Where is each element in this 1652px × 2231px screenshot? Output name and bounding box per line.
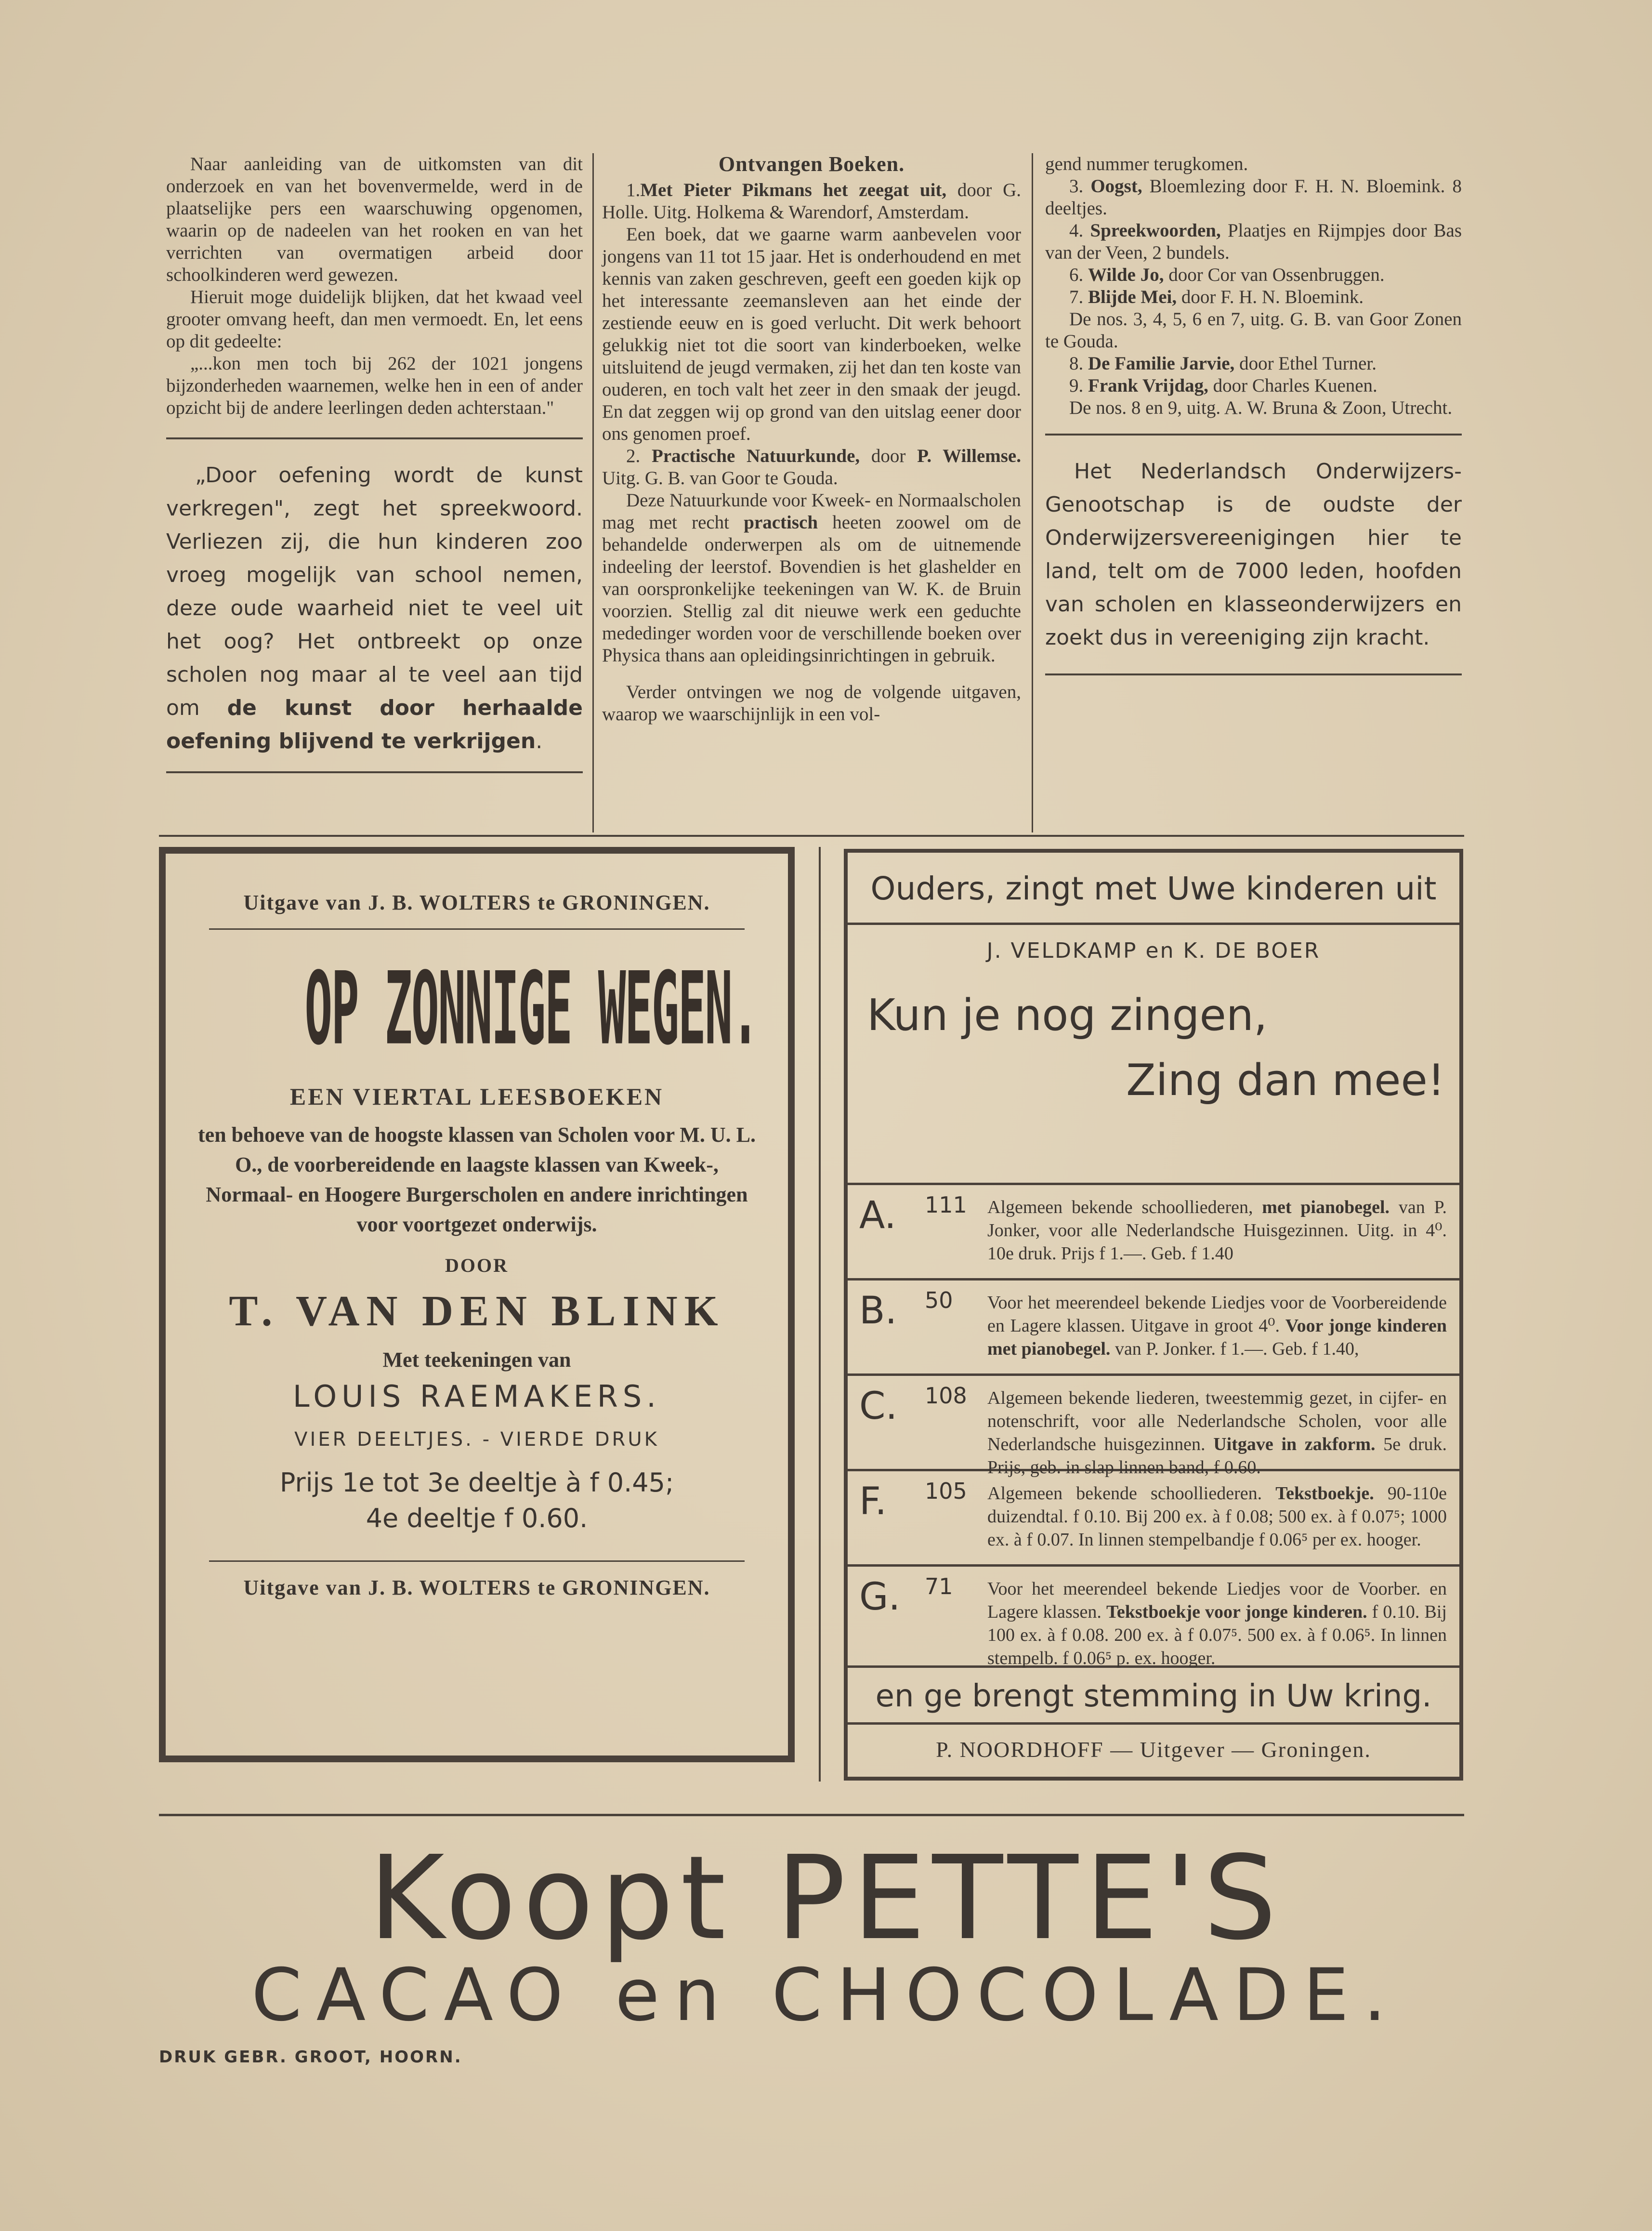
pettes-headline: Koopt PETTE'S	[368, 1831, 1284, 1966]
col1-paragraph-2: Hieruit moge duidelijk blijken, dat het kwaad veel grooter omvang heeft, dan men vermoedt. En, let eens op dit gedeelte:	[166, 287, 583, 352]
book-item-2: 2. Practische Natuurkunde, door P. Willemse. Uitg. G. B. van Goor te Gouda.	[602, 446, 1021, 488]
edition-row	[848, 1567, 1459, 1668]
col3-divider-1	[1045, 434, 1462, 436]
edition-letter: A.	[859, 1194, 896, 1237]
songbook-headline: Ouders, zingt met Uwe kinderen uit	[848, 853, 1459, 925]
book-description: ten behoeve van de hoogste klassen van Scholen voor M. U. L. O., de voorbereidende en laagste klassen van Kweek-, Normaal- en Hoogere Burgerscholen en andere inrichtingen voor voortgezet onderwijs.	[198, 1123, 756, 1236]
songbook-authors: J. VELDKAMP en K. DE BOER	[986, 938, 1321, 963]
bottom-ad-rule	[159, 1814, 1464, 1816]
wolters-sep-2	[209, 1560, 745, 1562]
edition-number: 108	[925, 1383, 967, 1409]
edition-row	[848, 1185, 1459, 1281]
edition-description: Algemeen bekende schoolliederen. Tekstboekje. 90-110e duizendtal. f 0.10. Bij 200 ex. à f 0.08; 500 ex. à f 0.07⁵; 1000 ex. à f 0.07. In linnen stempelbandje f 0.06⁵ per ex. hooger.	[987, 1483, 1447, 1550]
column-1	[166, 153, 583, 773]
book-review-2: Deze Natuurkunde voor Kweek- en Normaalscholen mag met recht practisch heeten zoowel om de behandelde onderwerpen als om de uitnemende indeeling der leerstof. Bovendien is het glashelder en van oorspronkelijke teekeningen van W. K. de Bruin voorzien. Stellig zal dit nieuwe werk een geduchte mededinger worden voor de verschillende boeken over Physica thans aan opleidingsinrichtingen in gebruik.	[602, 490, 1021, 666]
pettes-subheadline: CACAO en CHOCOLADE.	[251, 1954, 1401, 2037]
edition-row	[848, 1281, 1459, 1376]
book-item-6: 6. Wilde Jo, door Cor van Ossenbruggen.	[1069, 264, 1385, 285]
column-2	[602, 153, 1021, 726]
book-item-3: 3. Oogst, Bloemlezing door F. H. N. Bloemink. 8 deeltjes.	[1045, 176, 1462, 219]
songbook-title-block	[848, 925, 1459, 1185]
book-review-1: Een boek, dat we gaarne warm aanbevelen voor jongens van 11 tot 15 jaar. Het is onderhoudend en met kennis van zaken geschreven, geeft een goeden kijk op het interessante zeemansleven aan het einde der zestiende eeuw en is goed verlucht. Dit werk behoort gelukkig niet tot die soort van kinderboeken, welke uitsluitend de jeugd vermaken, zij het dan ten koste van ouderen, en toch valt het zeer in den smaak der jeugd. En dat zeggen wij op grond van den uitslag eener door ons genomen proef.	[602, 224, 1021, 444]
edition-number: 111	[925, 1192, 967, 1218]
publisher-note-2: De nos. 8 en 9, uitg. A. W. Bruna & Zoon, Utrecht.	[1069, 397, 1453, 418]
book-item-8: 8. De Familie Jarvie, door Ethel Turner.	[1069, 353, 1377, 374]
edition-info: VIER DEELTJES. - VIERDE DRUK	[294, 1428, 659, 1451]
noordhoff-advertisement	[844, 849, 1463, 1781]
column-rule-1	[592, 153, 594, 832]
book-title: OP ZONNIGE WEGEN.	[304, 950, 759, 1068]
edition-letter: C.	[859, 1385, 898, 1428]
more-books-intro: Verder ontvingen we nog de volgende uitgaven, waarop we waarschijnlijk in een vol-	[602, 682, 1021, 725]
noordhoff-publisher: P. NOORDHOFF — Uitgever — Groningen.	[936, 1737, 1371, 1762]
book-subtitle: EEN VIERTAL LEESBOEKEN	[289, 1083, 664, 1110]
col1-paragraph-3: „...kon men toch bij 262 der 1021 jongens bijzonderheden waarnemen, welke hen in een of ander opzicht bij de andere leerlingen deden achterstaan."	[166, 353, 583, 418]
songbook-slogan: en ge brengt stemming in Uw kring.	[848, 1668, 1459, 1725]
illustrator-name: LOUIS RAEMAKERS.	[293, 1379, 661, 1414]
proverb-text: „Door oefening wordt de kunst verkregen", zegt het spreekwoord. Verliezen zij, die hun kinderen zoo vroeg mogelijk van school nemen, deze oude waarheid niet te veel uit het oog? Het ontbreekt op onze scholen nog maar al te veel aan tijd om	[166, 463, 583, 720]
publisher-note-1: De nos. 3, 4, 5, 6 en 7, uitg. G. B. van Goor Zonen te Gouda.	[1045, 309, 1462, 352]
column-rule-2	[1032, 153, 1033, 832]
received-books-title: Ontvangen Boeken.	[718, 152, 905, 176]
col1-divider-2	[166, 771, 583, 773]
col1-proverb-block: „Door oefening wordt de kunst verkregen", zegt het spreekwoord. Verliezen zij, die hun kinderen zoo vroeg mogelijk van school nemen, deze oude waarheid niet te veel uit het oog? Het ontbreekt op onze scholen nog maar al te veel aan tijd om de kunst door herhaalde oefening blijvend te verkrijgen.	[166, 463, 583, 753]
songbook-title-2: Zing dan mee!	[1126, 1055, 1445, 1106]
book-item-4: 4. Spreekwoorden, Plaatjes en Rijmpjes door Bas van der Veen, 2 bundels.	[1045, 220, 1462, 263]
ads-top-rule	[159, 835, 1464, 837]
songbook-title-1: Kun je nog zingen,	[867, 990, 1268, 1041]
ads-divider	[819, 847, 821, 1782]
edition-description: Algemeen bekende liederen, tweestemmig gezet, in cijfer- en notenschrift, voor alle Nederlandsche Scholen, voor alle Nederlandsche huisgezinnen. Uitgave in zakform. 5e druk. Prijs, geb. in slap linnen band, f 0.60.	[987, 1388, 1447, 1478]
printer-credit: DRUK GEBR. GROOT, HOORN.	[159, 2047, 462, 2067]
price-line-1: Prijs 1e tot 3e deeltje à f 0.45;	[279, 1467, 674, 1498]
edition-number: 71	[925, 1573, 953, 1599]
column-3	[1045, 153, 1462, 675]
book-item-1: 1.Met Pieter Pikmans het zeegat uit, door G. Holle. Uitg. Holkema & Warendorf, Amsterdam.	[602, 180, 1021, 223]
edition-row	[848, 1471, 1459, 1567]
edition-number: 105	[925, 1478, 967, 1504]
edition-row	[848, 1376, 1459, 1478]
illustrations-label: Met teekeningen van	[382, 1348, 571, 1372]
edition-description: Voor het meerendeel bekende Liedjes voor de Voorbereidende en Lagere klassen. Uitgave in groot 4⁰. Voor jonge kinderen met pianobegel. van P. Jonker. f 1.—. Geb. f 1.40,	[987, 1293, 1447, 1359]
col1-divider-1	[166, 437, 583, 439]
edition-description: Voor het meerendeel bekende Liedjes voor de Voorber. en Lagere klassen. Tekstboekje voor jonge kinderen. f 0.10. Bij 100 ex. à f 0.08. 200 ex. à f 0.07⁵. 500 ex. à f 0.06⁵. In linnen stempelb. f 0.06⁵ p. ex. hooger.	[987, 1579, 1447, 1668]
book-item-7: 7. Blijde Mei, door F. H. N. Bloemink.	[1069, 287, 1364, 307]
edition-letter: F.	[859, 1480, 887, 1523]
edition-letter: G.	[859, 1575, 901, 1619]
book-item-9: 9. Frank Vrijdag, door Charles Kuenen.	[1069, 375, 1377, 396]
col3-divider-2	[1045, 673, 1462, 675]
edition-description: Algemeen bekende schoolliederen, met pianobegel. van P. Jonker, voor alle Nederlandsche Huisgezinnen. Uitg. in 4⁰. 10e druk. Prijs f 1.—. Geb. f 1.40	[987, 1197, 1447, 1264]
price-line-2: 4e deeltje f 0.60.	[366, 1503, 588, 1533]
edition-letter: B.	[859, 1289, 897, 1333]
by-label: DOOR	[445, 1254, 509, 1276]
wolters-sep-1	[209, 928, 745, 930]
proverb-bold: de kunst door herhaalde oefening blijvend te verkrijgen	[166, 696, 583, 753]
col1-paragraph-1: Naar aanleiding van de uitkomsten van dit onderzoek en van het bovenvermelde, werd in de plaatselijke pers een waarschuwing opgenomen, waarin op de nadeelen van het rooken en van het verrichten van overmatigen arbeid door schoolkinderen werd gewezen.	[166, 154, 583, 285]
society-notice: Het Nederlandsch Onderwijzers-Genootschap is de oudste der Onderwijzersvereenigingen hier te land, telt om de 7000 leden, hoofden van scholen en klasseonderwijzers en zoekt dus in vereeniging zijn kracht.	[1045, 459, 1462, 650]
wolters-advertisement	[159, 847, 795, 1762]
col3-continuation: gend nummer terugkomen.	[1045, 154, 1248, 174]
wolters-publisher-top: Uitgave van J. B. WOLTERS te GRONINGEN.	[243, 891, 710, 914]
book-author: T. VAN DEN BLINK	[229, 1287, 725, 1335]
wolters-publisher-bottom: Uitgave van J. B. WOLTERS te GRONINGEN.	[243, 1576, 710, 1599]
edition-number: 50	[925, 1287, 953, 1313]
